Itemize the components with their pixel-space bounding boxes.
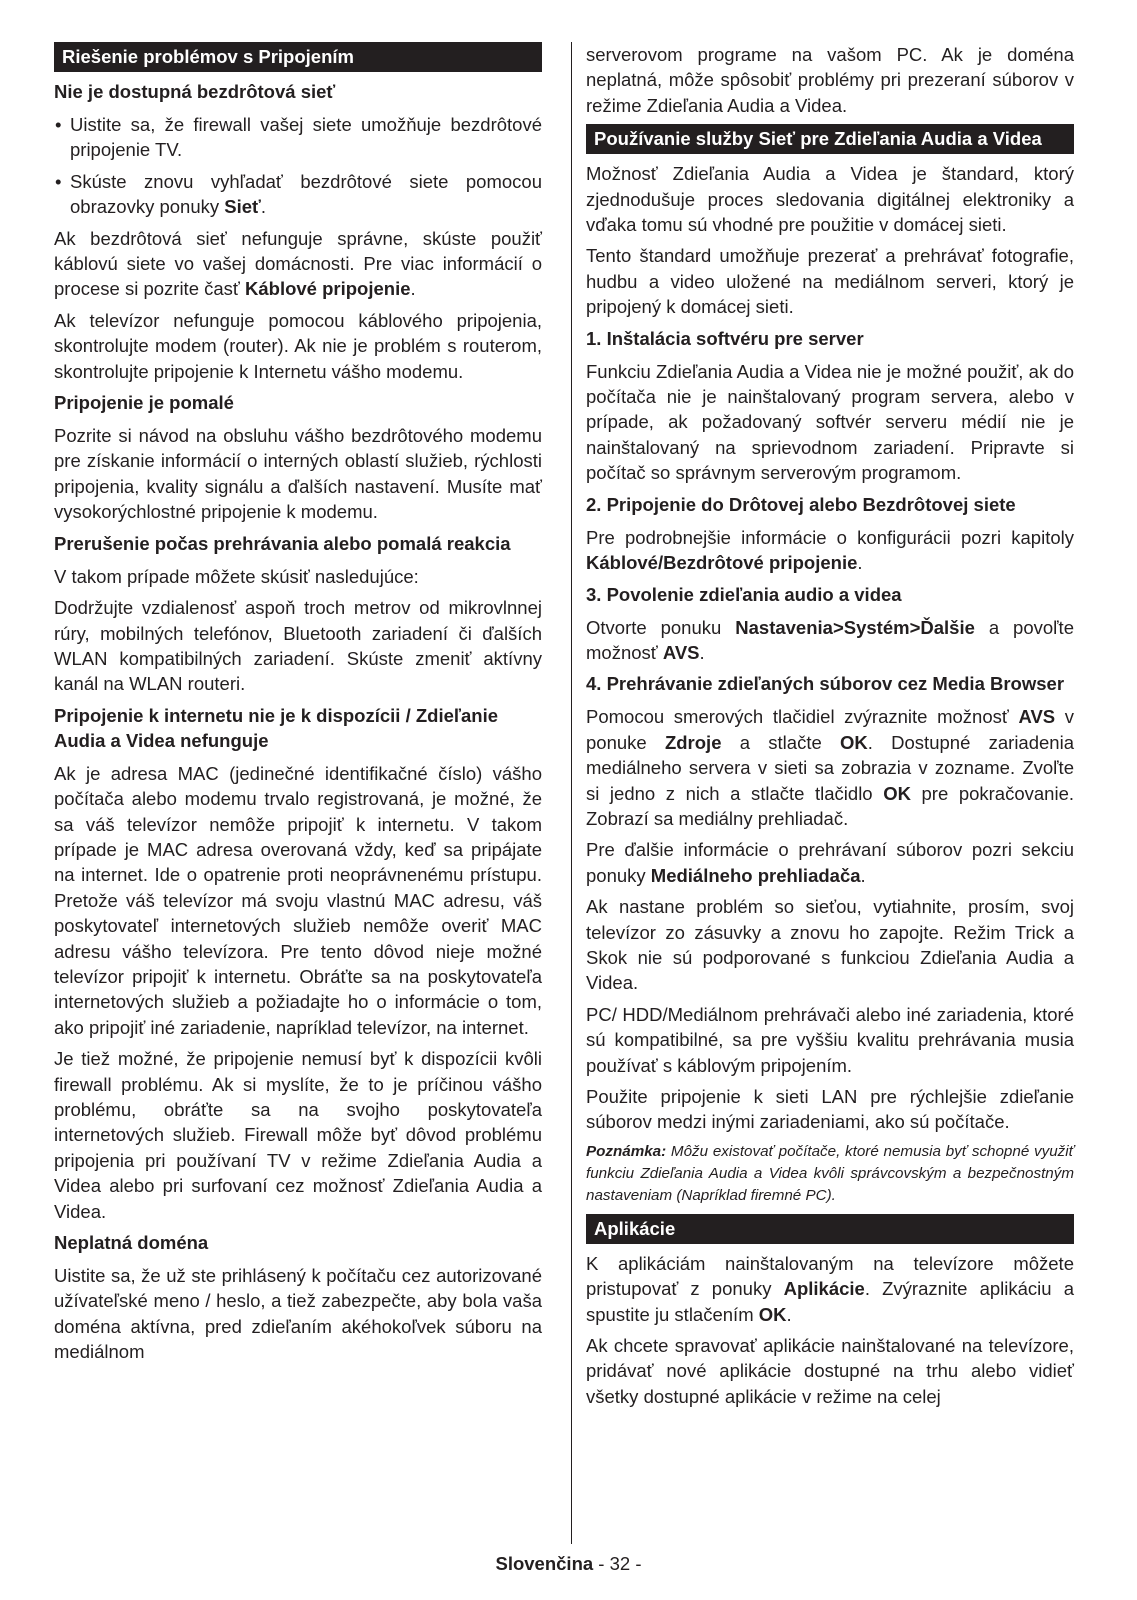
subheading-install-server: 1. Inštalácia softvéru pre server <box>586 327 864 349</box>
paragraph-text: Pomocou smerových tlačidiel zvýraznite možnosť <box>586 706 1019 728</box>
paragraph: Dodržujte vzdialenosť aspoň troch metrov od mikrovlnnej rúry, mobilných telefónov, Bluetooth zariadení či ďalších WLAN kompatibilných zariadení. Skúste zmeniť aktívny kanál na WLAN routeri. <box>54 597 542 695</box>
section-header-applications: Aplikácie <box>586 1214 1074 1244</box>
paragraph-text: . <box>786 1303 792 1325</box>
paragraph-text: . <box>860 864 866 886</box>
paragraph-text: . <box>857 552 863 574</box>
paragraph: Možnosť Zdieľania Audia a Videa je štandard, ktorý zjednodušuje proces sledovania digitálnej elektroniky a vďaka tomu sú vhodné pre použitie v domácej sieti. <box>586 163 1074 236</box>
subheading-play-shared-files: 4. Prehrávanie zdieľaných súborov cez Media Browser <box>586 673 1065 695</box>
section-header-network-sharing: Používanie služby Sieť pre Zdieľania Audia a Videa <box>586 124 1074 154</box>
paragraph <box>586 525 1074 576</box>
bold-term: AVS <box>662 641 700 663</box>
paragraph <box>54 226 542 302</box>
paragraph-text: . Dostupné zariadenia mediálneho servera v sieti sa zobrazia v zozname. Zvoľte si jedno z nich a stlačte tlačidlo <box>586 731 1074 804</box>
paragraph-text: . <box>699 641 705 663</box>
bold-term: Sieť <box>224 196 261 218</box>
paragraph: Ak nastane problém so sieťou, vytiahnite, prosím, svoj televízor zo zásuvky a znovu ho zapojte. Režim Trick a Skok nie sú podporované s funkciou Zdieľania Audia a Videa. <box>586 896 1074 994</box>
paragraph-text: pre pokračovanie. Zobrazí sa mediálny prehliadač. <box>586 782 1075 829</box>
bullet-item <box>54 112 542 163</box>
bullet-text: . <box>260 196 267 218</box>
paragraph: Pozrite si návod na obsluhu vášho bezdrôtového modemu pre získanie informácií o interných oblastí služieb, rýchlosti pripojenia, kvality signálu a ďalších nastavení. Musíte mať vysokorýchlostné pripojenie k modemu. <box>54 425 542 523</box>
column-divider <box>571 42 572 1544</box>
paragraph: Ak chcete spravovať aplikácie nainštalované na televízore, pridávať nové aplikácie dostupné na trhu alebo vidieť všetky dostupné aplikácie v režime na celej <box>586 1335 1074 1407</box>
paragraph-text: Pre ďalšie informácie o prehrávaní súborov pozri sekciu ponuky <box>586 839 1074 886</box>
paragraph-text: K aplikáciám nainštalovaným na televízore môžete pristupovať z ponuky <box>586 1252 1074 1300</box>
subheading-connection-slow: Pripojenie je pomalé <box>54 392 234 414</box>
subheading-wireless-not-available: Nie je dostupná bezdrôtová sieť <box>54 81 336 102</box>
bold-term: OK <box>840 731 868 753</box>
bold-term: AVS <box>1018 706 1056 728</box>
paragraph-text: a povoľte možnosť <box>586 616 1074 663</box>
bold-term: OK <box>883 782 911 804</box>
paragraph-text: v ponuke <box>586 706 1075 753</box>
paragraph-text: Otvorte ponuku <box>586 616 736 638</box>
paragraph-text: Ak bezdrôtová sieť nefunguje správne, skúste použiť káblovú siete vo vašej domácnosti. Pre viac informácií o procese si pozrite časť <box>54 227 542 300</box>
bullet-text: Uistite sa, že firewall vašej siete umožňuje bezdrôtové pripojenie TV. <box>70 114 542 161</box>
subheading-internet-unavailable: Pripojenie k internetu nie je k dispozícii / Zdieľanie Audia a Videa nefunguje <box>54 704 499 751</box>
paragraph: PC/ HDD/Mediálnom prehrávači alebo iné zariadenia, ktoré sú kompatibilné, sa pre vyššiu kvalitu prehrávania musia používať s káblovým pripojením. <box>586 1003 1074 1076</box>
bold-term: Zdroje <box>664 731 722 753</box>
bullet-item <box>54 169 542 220</box>
paragraph-text: a stlačte <box>721 731 841 753</box>
paragraph <box>586 1251 1074 1327</box>
subheading-playback-interruption: Prerušenie počas prehrávania alebo pomalá reakcia <box>54 532 511 554</box>
section-header-connectivity-troubleshooting: Riešenie problémov s Pripojením <box>54 42 542 72</box>
paragraph-text: Pre podrobnejšie informácie o konfigurácii pozri kapitoly <box>586 526 1074 548</box>
paragraph <box>586 837 1074 888</box>
paragraph: Použite pripojenie k sieti LAN pre rýchlejšie zdieľanie súborov medzi inými zariadeniami, ako sú počítače. <box>586 1086 1074 1133</box>
page-number: - 32 - <box>593 1553 642 1574</box>
paragraph: Tento štandard umožňuje prezerať a prehrávať fotografie, hudbu a video uložené na mediálnom serveri, ktorý je pripojený k domácej sieti. <box>586 245 1074 318</box>
bold-term: Aplikácie <box>783 1278 865 1300</box>
subheading-enable-sharing: 3. Povolenie zdieľania audio a videa <box>586 583 902 605</box>
paragraph: Ak je adresa MAC (jedinečné identifikačné číslo) vášho počítača alebo modemu trvalo registrovaná, je možné, že sa váš televízor nemôže pripojiť k internetu. V takom prípade je MAC adresa overovaná vždy, keď sa pripájate na internet. Ide o opatrenie proti neoprávnenému prístupu. Pretože váš televízor má svoju vlastnú MAC adresu, váš poskytovateľ internetových služieb nemôže overiť MAC adresu vášho televízora. Pre tento dôvod nieje možné televízor pripojiť k internetu. Obráťte sa na poskytovateľa internetových služieb a požiadajte ho o informácie o tom, ako pripojiť iné zariadenie, napríklad televízor, na internet. <box>54 762 542 1038</box>
paragraph: V takom prípade môžete skúsiť nasledujúce: <box>54 565 419 587</box>
paragraph: Uistite sa, že už ste prihlásený k počítaču cez autorizované užívateľské meno / heslo, a tiež zabezpečte, aby bola vaša doména aktívna, pred zdieľaním akéhokoľvek súboru na mediálnom <box>54 1265 542 1363</box>
page-footer <box>0 1552 1137 1576</box>
paragraph: Funkciu Zdieľania Audia a Videa nie je možné použiť, ak do počítača nie je nainštalovaný program servera, alebo v prípade, ak požadovaný softvér serveru médií nie je nainštalovaný na sprievodnom zariadení. Pripravte si počítač so správnym serverovým programom. <box>586 360 1074 484</box>
right-column <box>586 42 1074 1415</box>
bold-term: Nastavenia>Systém>Ďalšie <box>735 616 975 638</box>
bold-term: Mediálneho prehliadača <box>650 864 861 886</box>
subheading-connect-network: 2. Pripojenie do Drôtovej alebo Bezdrôtovej siete <box>586 493 1016 515</box>
note <box>586 1141 1074 1207</box>
paragraph-text: . Zvýraznite aplikáciu a spustite ju stlačením <box>586 1278 1074 1325</box>
footer-language: Slovenčina <box>495 1553 594 1574</box>
paragraph-text: . <box>410 278 416 300</box>
bullet-text: Skúste znovu vyhľadať bezdrôtové siete pomocou obrazovky ponuky <box>70 170 542 218</box>
paragraph: Je tiež možné, že pripojenie nemusí byť k dispozícii kvôli firewall problému. Ak si myslíte, že to je príčinou vášho problému, obráťte sa na svojho poskytovateľa internetových služieb. Firewall môže byť dôvod problému pripojenia pri používaní TV v režime Zdieľania Audia a Videa alebo pri surfovaní cez možnosť Zdieľania Audia a Videa. <box>54 1048 542 1222</box>
note-text: Môžu existovať počítače, ktoré nemusia byť schopné využiť funkciu Zdieľania Audia a Videa kvôli správcovským a bezpečnostným nastaveniam (Napríklad firemné PC). <box>586 1142 1074 1204</box>
paragraph <box>586 615 1074 666</box>
paragraph: serverovom programe na vašom PC. Ak je doména neplatná, môže spôsobiť problémy pri prezeraní súborov v režime Zdieľania Audia a Videa. <box>586 44 1074 116</box>
bold-term: OK <box>758 1303 787 1325</box>
bold-term: Káblové/Bezdrôtové pripojenie <box>586 552 858 574</box>
paragraph: Ak televízor nefunguje pomocou káblového pripojenia, skontrolujte modem (router). Ak nie je problém s routerom, skontrolujte pripojenie k Internetu vášho modemu. <box>54 309 542 382</box>
bullet-list <box>54 112 542 220</box>
bold-term: Káblové pripojenie <box>245 278 411 300</box>
subheading-invalid-domain: Neplatná doména <box>54 1232 209 1254</box>
note-label: Poznámka: <box>586 1142 667 1160</box>
paragraph <box>586 704 1074 831</box>
left-column <box>54 42 542 1371</box>
